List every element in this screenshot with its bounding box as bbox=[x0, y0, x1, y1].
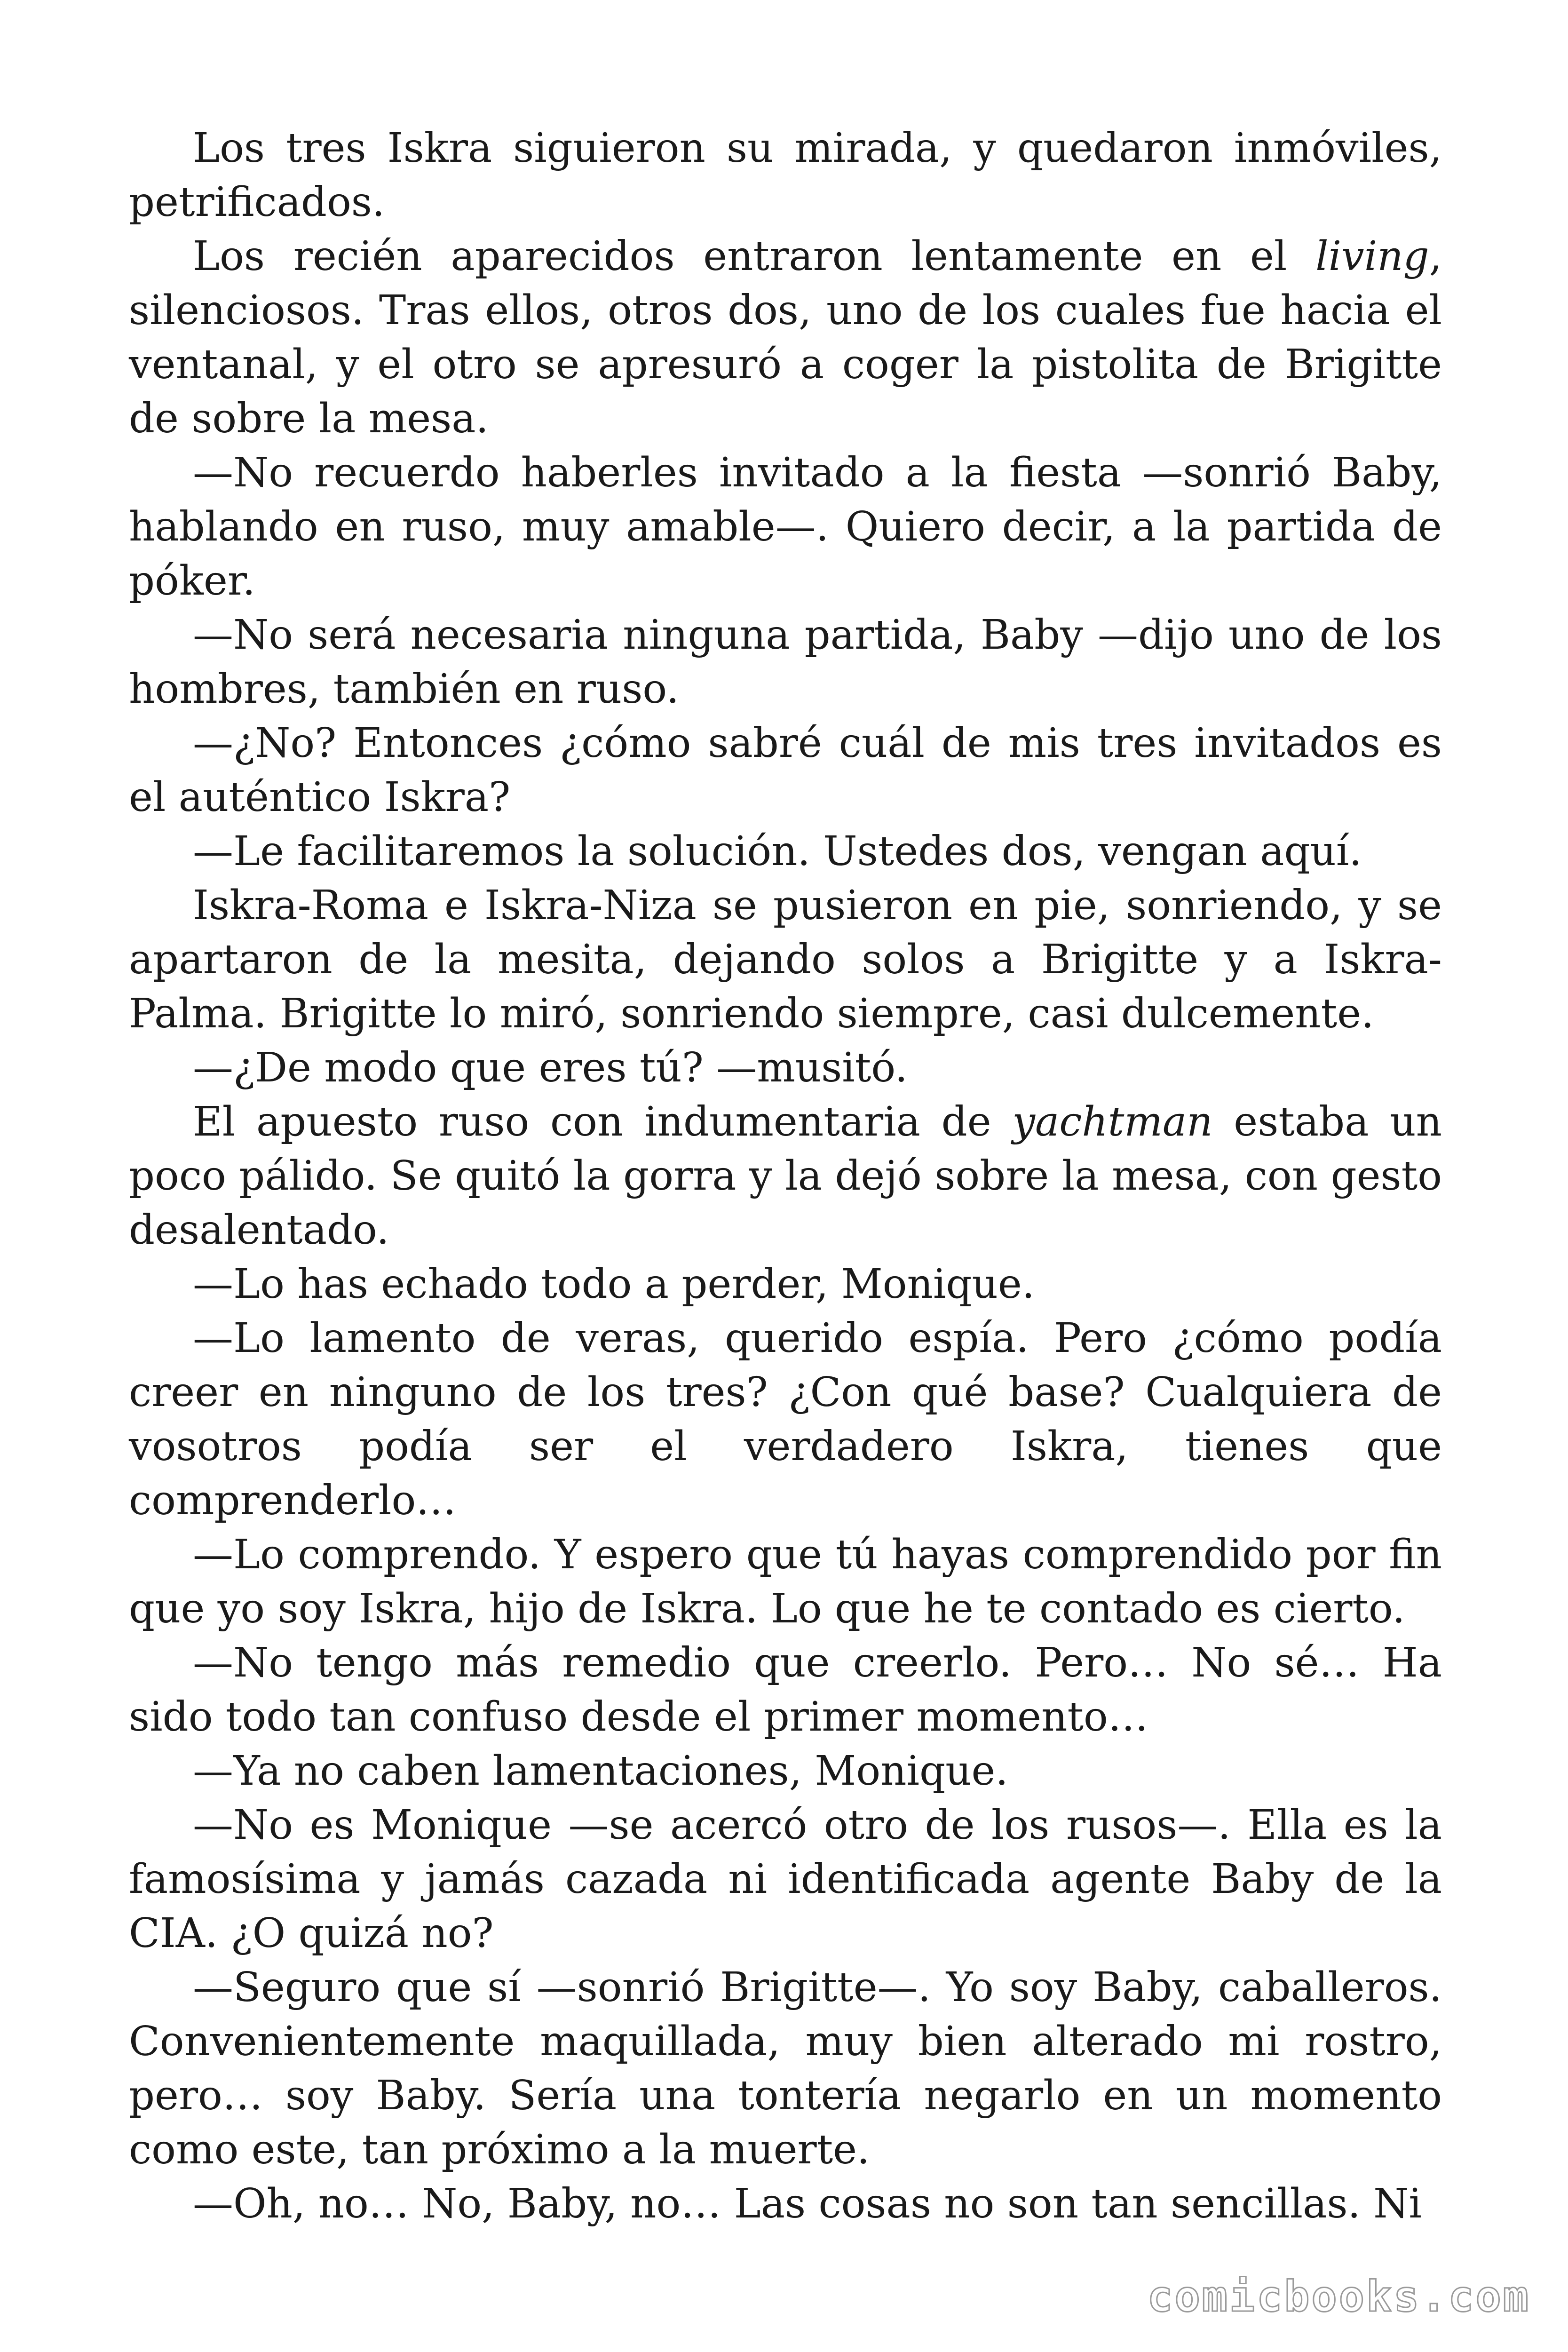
paragraph-9-part-2: estaba un poco pálido. Se quitó la gorra y la dejó sobre la mesa, con gesto desalentado. bbox=[129, 1098, 1442, 1254]
paragraph-4: —No será necesaria ninguna partida, Baby —dijo uno de los hombres, también en ruso. bbox=[129, 612, 1442, 713]
paragraph-6: —Le facilitaremos la solución. Ustedes dos, vengan aquí. bbox=[193, 828, 1362, 875]
paragraph-3: —No recuerdo haberles invitado a la fiesta —sonrió Baby, hablando en ruso, muy amable—. Quiero decir, a la partida de póker. bbox=[129, 449, 1442, 604]
paragraph-2 bbox=[129, 230, 1442, 446]
paragraph-17: —Oh, no… No, Baby, no… Las cosas no son tan sencillas. Ni bbox=[193, 2180, 1422, 2227]
paragraph-2-part-2: , silenciosos. Tras ellos, otros dos, uno de los cuales fue hacia el ventanal, y el otro se apresuró a coger la pistolita de Brigitte de sobre la mesa. bbox=[129, 233, 1442, 442]
paragraph-2-italic-living: living bbox=[1315, 233, 1429, 280]
paragraph-13: —No tengo más remedio que creerlo. Pero… No sé… Ha sido todo tan confuso desde el primer momento… bbox=[129, 1639, 1442, 1740]
paragraph-16: —Seguro que sí —sonrió Brigitte—. Yo soy Baby, caballeros. Convenientemente maquillada, muy bien alterado mi rostro, pero… soy Baby. Sería una tontería negarlo en un momento como este, tan próximo a la muerte. bbox=[129, 1964, 1442, 2173]
paragraph-5: —¿No? Entonces ¿cómo sabré cuál de mis tres invitados es el auténtico Iskra? bbox=[129, 720, 1442, 821]
body-text bbox=[129, 121, 1442, 2231]
paragraph-9-part-1: El apuesto ruso con indumentaria de bbox=[193, 1098, 1013, 1145]
paragraph-9-italic-yachtman: yachtman bbox=[1012, 1098, 1213, 1145]
paragraph-1: Los tres Iskra siguieron su mirada, y quedaron inmóviles, petrificados. bbox=[129, 125, 1442, 226]
paragraph-9 bbox=[129, 1095, 1442, 1257]
paragraph-14: —Ya no caben lamentaciones, Monique. bbox=[193, 1748, 1008, 1795]
paragraph-11: —Lo lamento de veras, querido espía. Pero ¿cómo podía creer en ninguno de los tres? ¿Con qué base? Cualquiera de vosotros podía ser el verdadero Iskra, tienes que comprenderlo… bbox=[129, 1315, 1442, 1524]
paragraph-15: —No es Monique —se acercó otro de los rusos—. Ella es la famosísima y jamás cazada ni identificada agente Baby de la CIA. ¿O quizá no? bbox=[129, 1802, 1442, 1957]
paragraph-7: Iskra-Roma e Iskra-Niza se pusieron en pie, sonriendo, y se apartaron de la mesita, dejando solos a Brigitte y a Iskra-Palma. Brigitte lo miró, sonriendo siempre, casi dulcemente. bbox=[129, 882, 1442, 1037]
paragraph-2-part-1: Los recién aparecidos entraron lentamente en el bbox=[193, 233, 1316, 280]
paragraph-10: —Lo has echado todo a perder, Monique. bbox=[193, 1261, 1035, 1308]
paragraph-12: —Lo comprendo. Y espero que tú hayas comprendido por fin que yo soy Iskra, hijo de Iskra. Lo que he te contado es cierto. bbox=[129, 1531, 1442, 1632]
paragraph-8: —¿De modo que eres tú? —musitó. bbox=[193, 1044, 908, 1091]
watermark-text: comicbooks.com bbox=[1147, 2272, 1530, 2321]
